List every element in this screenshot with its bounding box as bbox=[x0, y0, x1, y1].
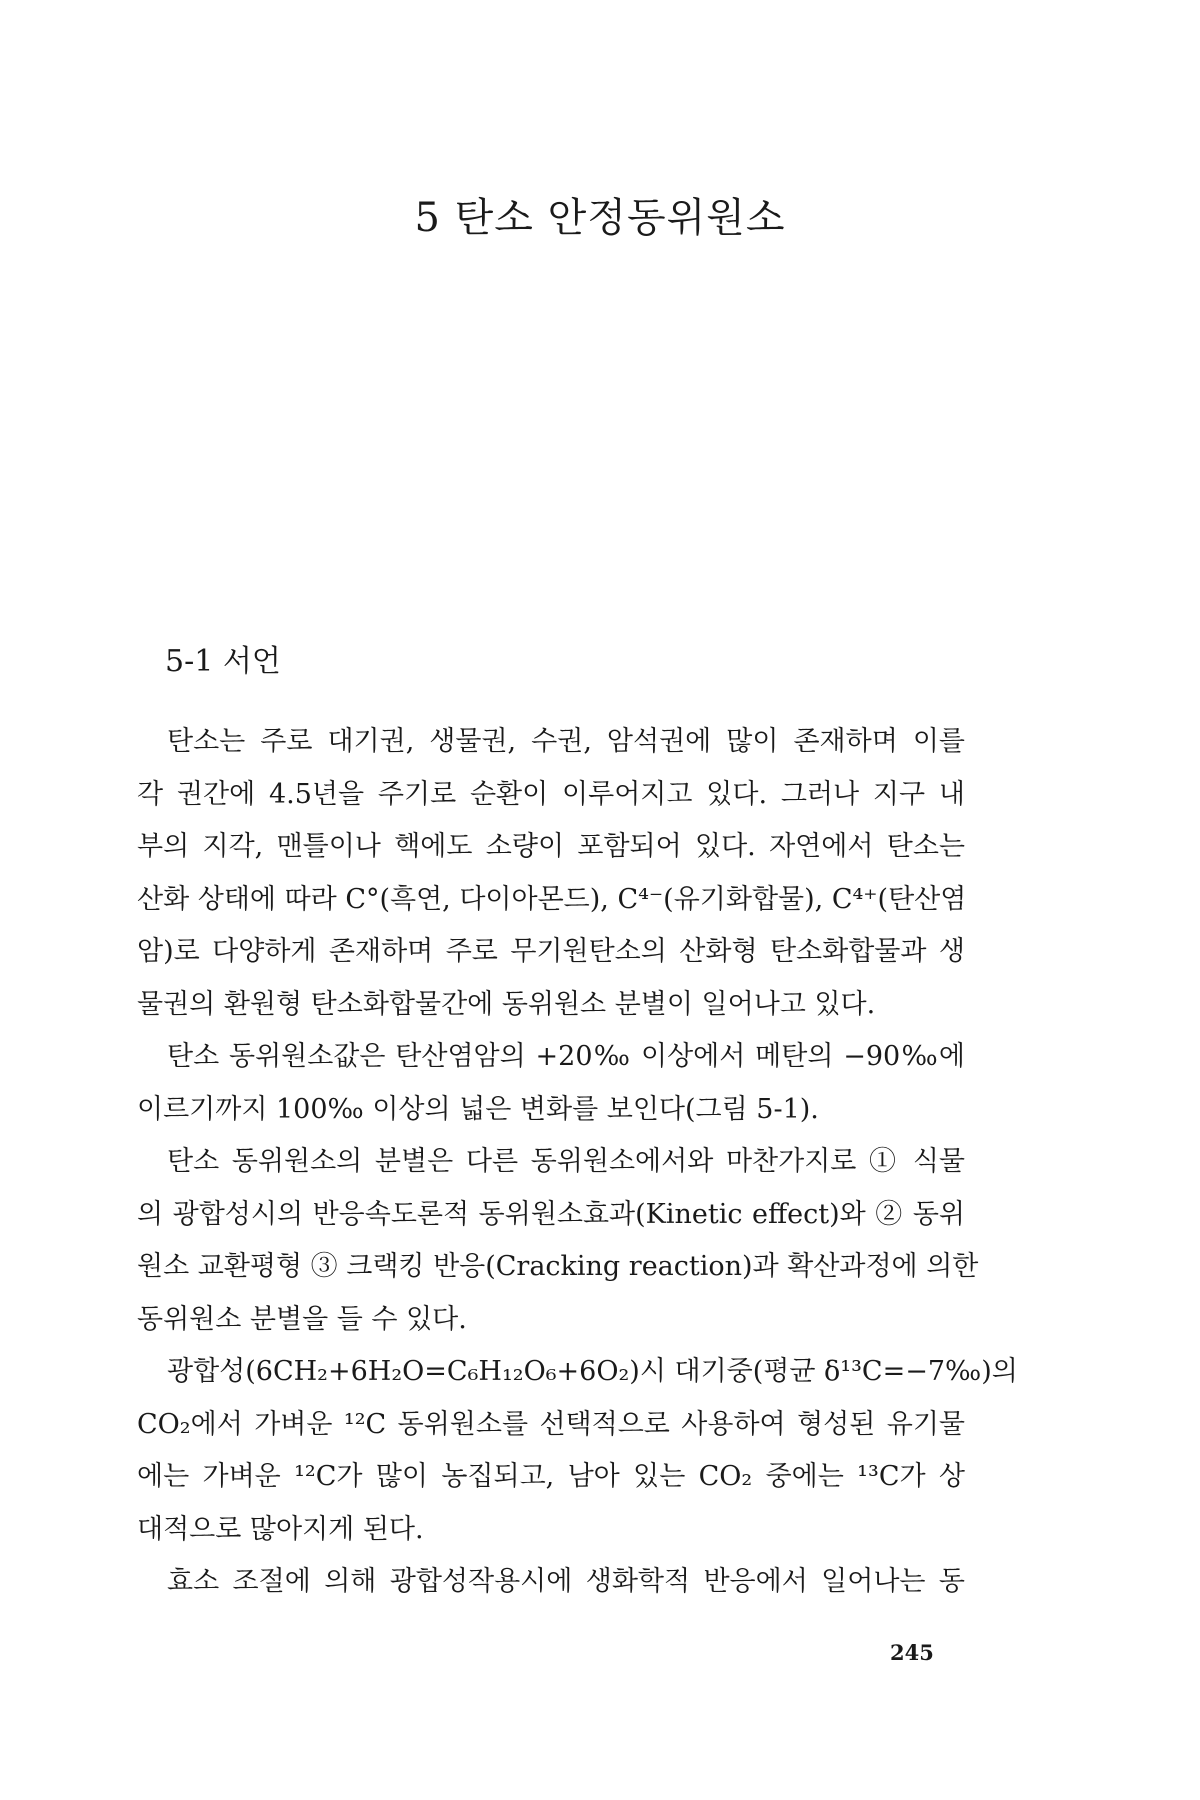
text-line: 산화 상태에 따라 C°(흑연, 다이아몬드), C⁴⁻(유기화합물), C⁴⁺(탄산염 bbox=[137, 883, 967, 915]
text-line: 동위원소 분별을 들 수 있다. bbox=[137, 1303, 467, 1335]
text-line: 탄소는 주로 대기권, 생물권, 수권, 암석권에 많이 존재하며 이를 bbox=[167, 726, 965, 757]
body-text bbox=[137, 716, 1018, 1609]
chapter-title: 5 탄소 안정동위원소 bbox=[414, 195, 786, 241]
text-line: 암)로 다양하게 존재하며 주로 무기원탄소의 산화형 탄소화합물과 생 bbox=[137, 936, 965, 967]
text-line: 의 광합성시의 반응속도론적 동위원소효과(Kinetic effect)와 ② 동위 bbox=[137, 1198, 965, 1230]
section-heading: 5-1 서언 bbox=[165, 644, 281, 679]
text-line: 효소 조절에 의해 광합성작용시에 생화학적 반응에서 일어나는 동 bbox=[167, 1566, 965, 1597]
text-line: 대적으로 많아지게 된다. bbox=[137, 1513, 424, 1545]
text-line: 에는 가벼운 ¹²C가 많이 농집되고, 남아 있는 CO₂ 중에는 ¹³C가 상 bbox=[137, 1461, 965, 1492]
page-number: 245 bbox=[890, 1640, 934, 1665]
text-line: 탄소 동위원소의 분별은 다른 동위원소에서와 마찬가지로 ① 식물 bbox=[167, 1146, 965, 1177]
text-line: 광합성(6CH₂+6H₂O=C₆H₁₂O₆+6O₂)시 대기중(평균 δ¹³C=−7‰)의 bbox=[167, 1356, 1018, 1387]
text-line: 각 권간에 4.5년을 주기로 순환이 이루어지고 있다. 그러나 지구 내 bbox=[137, 778, 965, 810]
text-line: 원소 교환평형 ③ 크랙킹 반응(Cracking reaction)과 확산과정에 의한 bbox=[137, 1251, 979, 1282]
text-line: CO₂에서 가벼운 ¹²C 동위원소를 선택적으로 사용하여 형성된 유기물 bbox=[137, 1408, 965, 1440]
text-line: 물권의 환원형 탄소화합물간에 동위원소 분별이 일어나고 있다. bbox=[137, 988, 876, 1020]
text-line: 이르기까지 100‰ 이상의 넓은 변화를 보인다(그림 5-1). bbox=[137, 1093, 819, 1125]
text-line: 탄소 동위원소값은 탄산염암의 +20‰ 이상에서 메탄의 −90‰에 bbox=[167, 1041, 965, 1072]
text-line: 부의 지각, 맨틀이나 핵에도 소량이 포함되어 있다. 자연에서 탄소는 bbox=[137, 831, 965, 862]
